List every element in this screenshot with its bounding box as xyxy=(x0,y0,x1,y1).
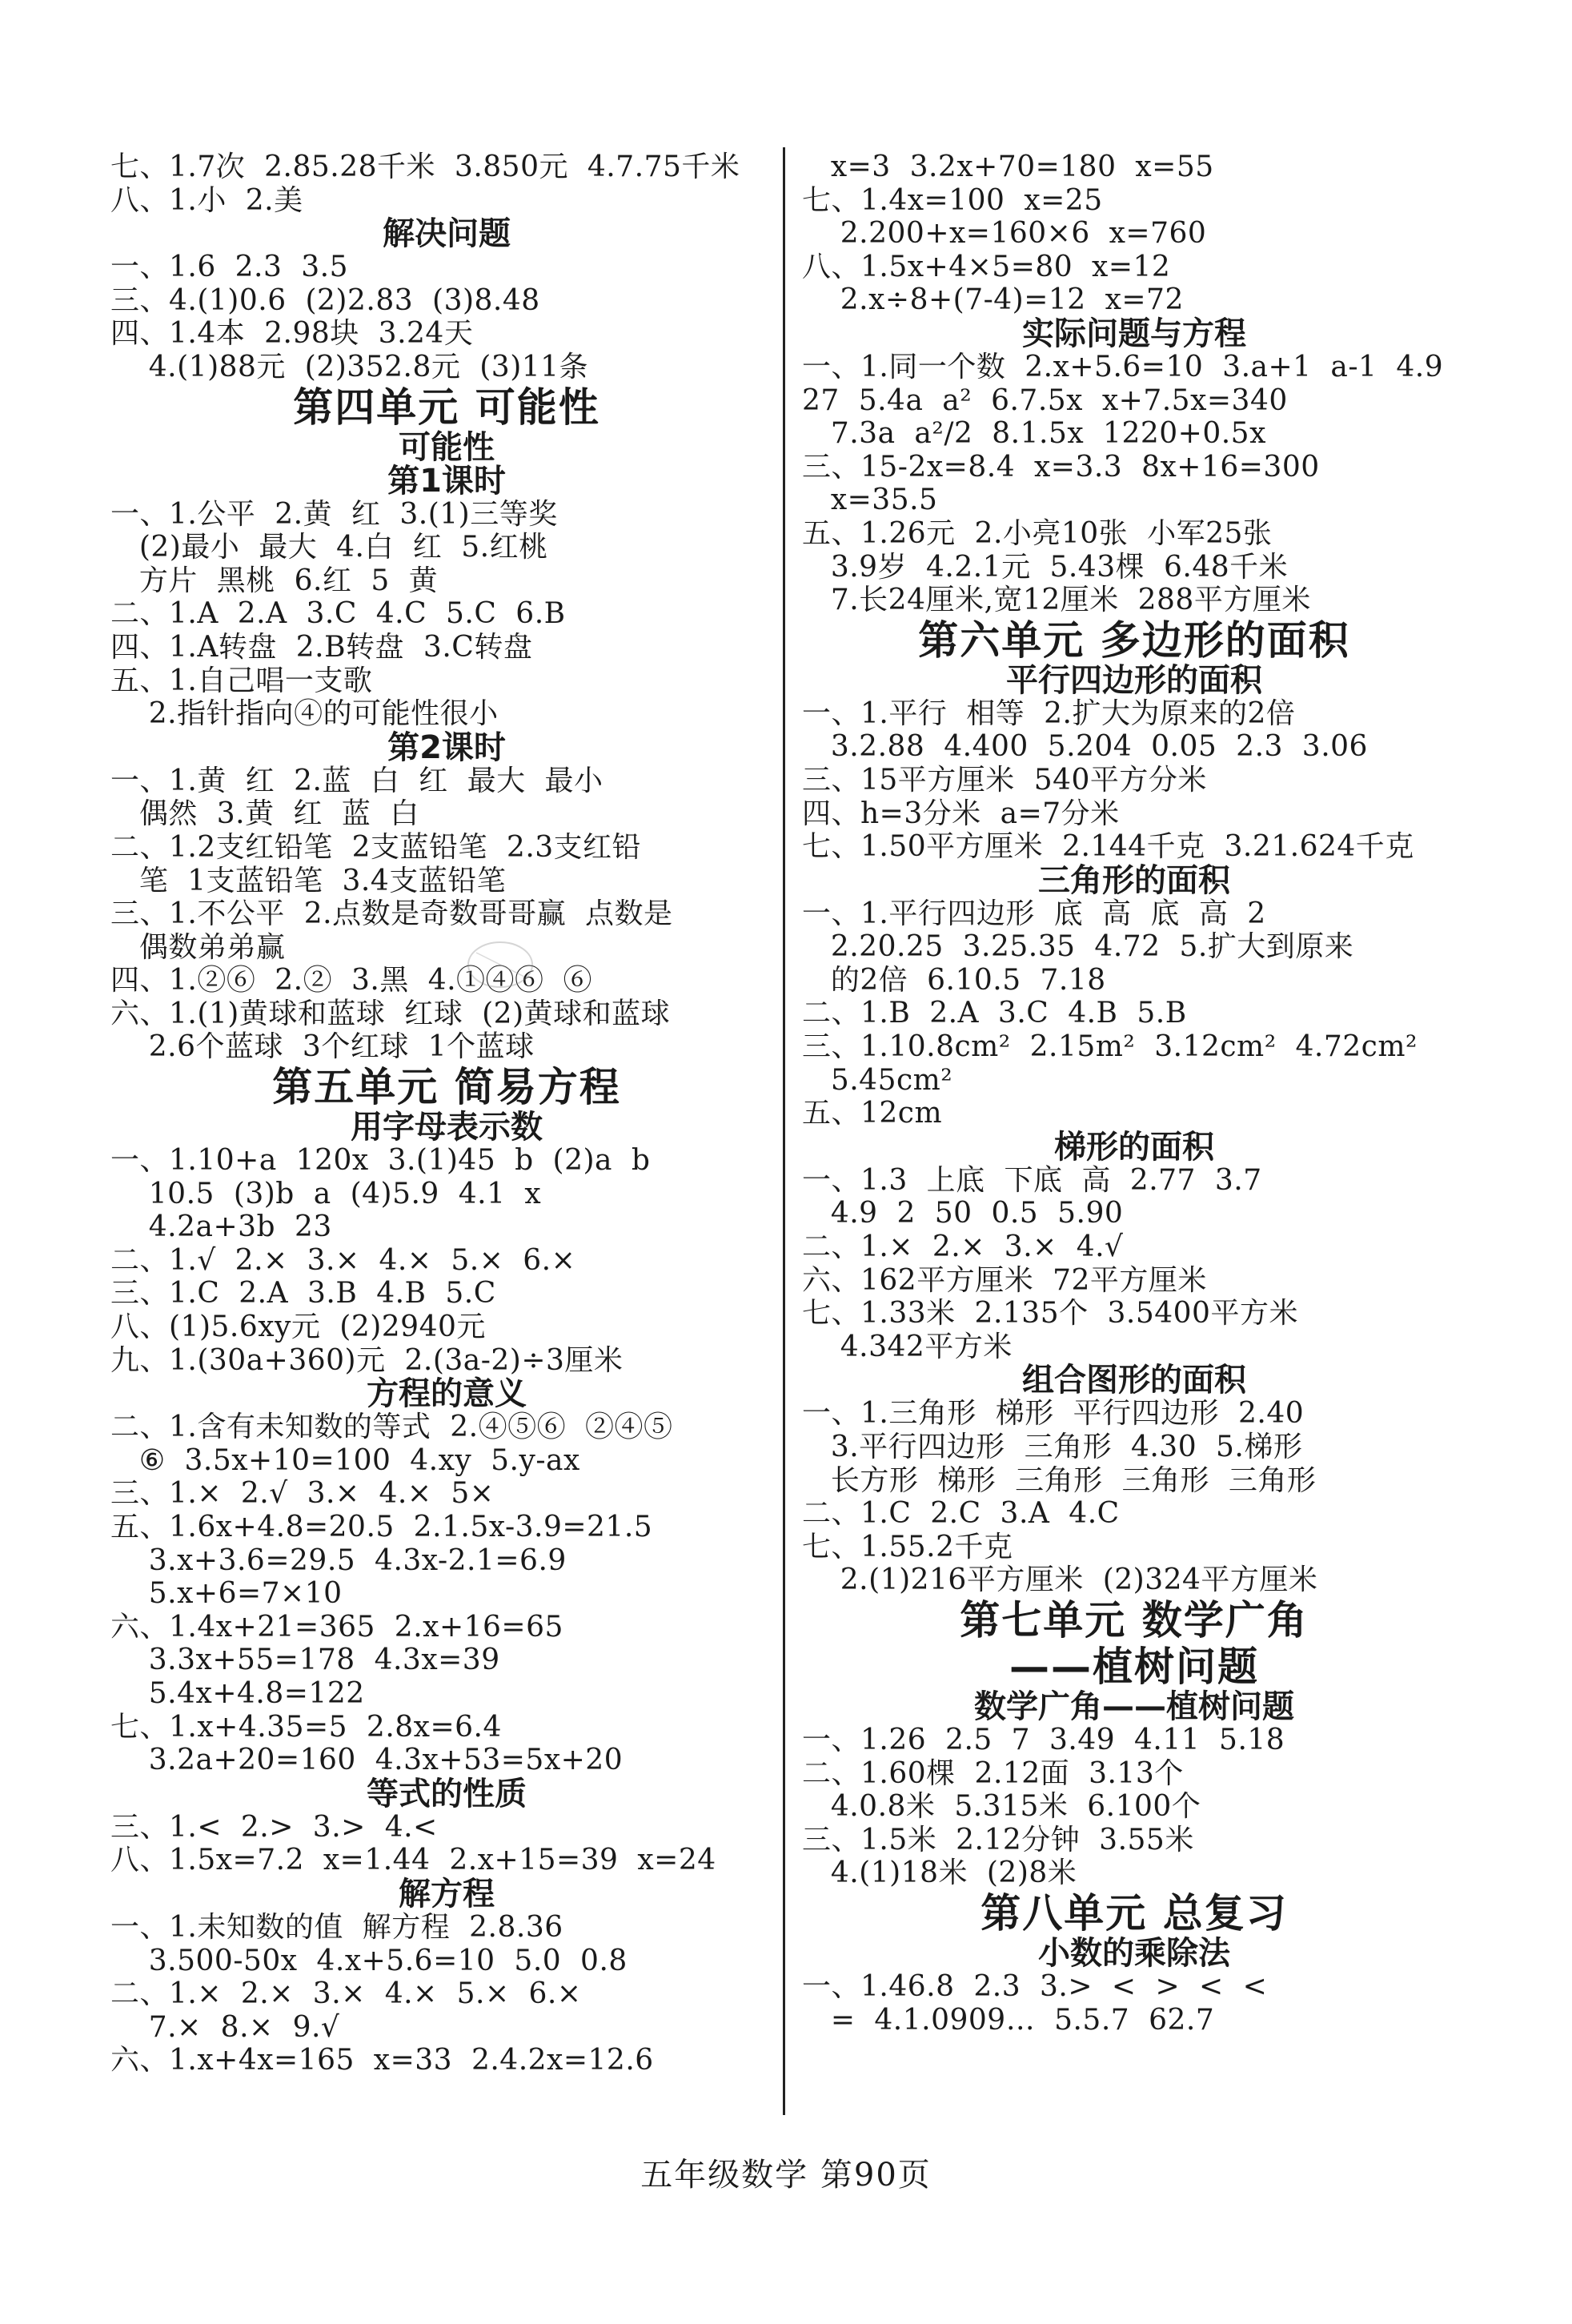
section-heading: 梯形的面积 xyxy=(1054,1128,1214,1166)
answer-line: 一、1.3 上底 下底 高 2.77 3.7 xyxy=(802,1163,1262,1197)
answer-line: 7.长24厘米,宽12厘米 288平方厘米 xyxy=(802,584,1311,617)
answer-line: 二、1.C 2.C 3.A 4.C xyxy=(802,1497,1120,1531)
answer-line: 一、1.平行 相等 2.扩大为原来的2倍 xyxy=(802,696,1296,730)
answer-line: 六、1.x+4x=165 x=33 2.4.2x=12.6 xyxy=(110,2044,654,2077)
answer-line: 3.x+3.6=29.5 4.3x-2.1=6.9 xyxy=(110,1543,567,1577)
answer-line: 3.2a+20=160 4.3x+53=5x+20 xyxy=(110,1744,624,1777)
answer-line: 八、1.小 2.美 xyxy=(110,183,303,217)
answer-line: 一、1.未知数的值 解方程 2.8.36 xyxy=(110,1910,563,1944)
answer-line: 笔 1支蓝铅笔 3.4支蓝铅笔 xyxy=(110,864,507,897)
unit-heading: 第六单元 多边形的面积 xyxy=(918,616,1350,664)
answer-line: 四、h=3分米 a=7分米 xyxy=(802,797,1120,830)
section-heading: 小数的乘除法 xyxy=(1038,1934,1230,1972)
answer-line: 一、1.10+a 120x 3.(1)45 b (2)a b xyxy=(110,1144,651,1178)
answer-line: 一、1.26 2.5 7 3.49 4.11 5.18 xyxy=(802,1723,1285,1756)
answer-line: 七、1.7次 2.85.28千米 3.850元 4.7.75千米 xyxy=(110,151,740,183)
right-column xyxy=(802,151,1466,2037)
answer-line: 一、1.6 2.3 3.5 xyxy=(110,251,349,284)
answer-line: 2.200+x=160×6 x=760 xyxy=(802,217,1207,251)
answer-line: 的2倍 6.10.5 7.18 xyxy=(802,963,1106,997)
answer-line: 偶然 3.黄 红 蓝 白 xyxy=(110,797,419,831)
answer-line: 4.(1)18米 (2)8米 xyxy=(802,1856,1077,1890)
answer-line: 方片 黑桃 6.红 5 黄 xyxy=(110,564,439,597)
answer-line: 7.3a a²/2 8.1.5x 1220+0.5x xyxy=(802,417,1266,451)
section-heading: 等式的性质 xyxy=(367,1775,527,1812)
answer-line: 八、(1)5.6xy元 (2)2940元 xyxy=(110,1311,486,1344)
answer-line: 二、1.√ 2.× 3.× 4.× 5.× 6.× xyxy=(110,1243,576,1277)
answer-line: 三、1.10.8cm² 2.15m² 3.12cm² 4.72cm² xyxy=(802,1030,1418,1064)
answer-line: 5.4x+4.8=122 xyxy=(110,1676,365,1710)
answer-line: 2.x÷8+(7-4)=12 x=72 xyxy=(802,283,1184,317)
answer-line: 二、1.2支红铅笔 2支蓝铅笔 2.3支红铅 xyxy=(110,830,642,864)
answer-line: ⑥ 3.5x+10=100 4.xy 5.y-ax xyxy=(110,1443,580,1477)
answer-line: 三、15平方厘米 540平方分米 xyxy=(802,763,1207,797)
answer-line: (2)最小 最大 4.白 红 5.红桃 xyxy=(110,531,548,564)
answer-line: 二、1.含有未知数的等式 2.④⑤⑥ ②④⑤ xyxy=(110,1411,673,1444)
answer-line: 七、1.33米 2.135个 3.5400平方米 xyxy=(802,1297,1298,1331)
answer-line: 一、1.平行四边形 底 高 底 高 2 xyxy=(802,897,1266,930)
answer-line: 三、1.5米 2.12分钟 3.55米 xyxy=(802,1823,1194,1856)
section-heading: 解决问题 xyxy=(383,215,511,253)
answer-line: = 4.1.0909… 5.5.7 62.7 xyxy=(802,2003,1215,2037)
answer-line: 一、1.黄 红 2.蓝 白 红 最大 最小 xyxy=(110,764,604,797)
answer-line: x=3 3.2x+70=180 x=55 xyxy=(802,151,1214,183)
answer-line: 一、1.46.8 2.3 3.> < > < < xyxy=(802,1969,1268,2003)
answer-line: 3.9岁 4.2.1元 5.43棵 6.48千米 xyxy=(802,550,1289,584)
watermark-stamp-icon xyxy=(464,937,536,993)
answer-line: 三、1.不公平 2.点数是奇数哥哥赢 点数是 xyxy=(110,897,673,931)
answer-line: 二、1.× 2.× 3.× 4.√ xyxy=(802,1230,1124,1264)
answer-line: 四、1.4本 2.98块 3.24天 xyxy=(110,317,474,351)
answer-line: 4.342平方米 xyxy=(802,1330,1013,1363)
answer-line: 二、1.× 2.× 3.× 4.× 5.× 6.× xyxy=(110,1977,582,2011)
section-heading: 平行四边形的面积 xyxy=(1006,661,1262,699)
section-heading: 第2课时 xyxy=(387,729,506,766)
answer-line: 四、1.②⑥ 2.② 3.黑 4.①④⑥ ⑥ xyxy=(110,964,592,997)
unit-heading: 第七单元 数学广角 xyxy=(960,1596,1309,1644)
section-heading: 三角形的面积 xyxy=(1038,861,1230,899)
answer-line: 七、1.x+4.35=5 2.8x=6.4 xyxy=(110,1710,502,1744)
section-heading: 可能性 xyxy=(399,428,495,466)
answer-line: 五、1.自己唱一支歌 xyxy=(110,664,373,697)
answer-line: 3.平行四边形 三角形 4.30 5.梯形 xyxy=(802,1431,1303,1463)
answer-line: 三、1.C 2.A 3.B 4.B 5.C xyxy=(110,1277,496,1311)
answer-line: 4.2a+3b 23 xyxy=(110,1210,332,1244)
unit-heading: 第四单元 可能性 xyxy=(293,383,600,431)
answer-line: 三、15-2x=8.4 x=3.3 8x+16=300 xyxy=(802,450,1320,484)
answer-line: 一、1.公平 2.黄 红 3.(1)三等奖 xyxy=(110,497,558,531)
answer-line: 七、1.50平方厘米 2.144千克 3.21.624千克 xyxy=(802,830,1414,864)
unit-heading: 第五单元 简易方程 xyxy=(272,1064,621,1111)
answer-line: 2.指针指向④的可能性很小 xyxy=(110,697,499,731)
answer-line: 五、1.26元 2.小亮10张 小军25张 xyxy=(802,516,1273,550)
answer-line: 3.2.88 4.400 5.204 0.05 2.3 3.06 xyxy=(802,730,1368,764)
answer-line: 7.× 8.× 9.√ xyxy=(110,2010,340,2044)
answer-line: 五、1.6x+4.8=20.5 2.1.5x-3.9=21.5 xyxy=(110,1511,653,1543)
answer-line: 七、1.55.2千克 xyxy=(802,1530,1013,1563)
left-column xyxy=(110,151,783,2077)
answer-line: 四、1.A转盘 2.B转盘 3.C转盘 xyxy=(110,630,533,664)
answer-line: x=35.5 xyxy=(802,484,938,517)
answer-line: 2.20.25 3.25.35 4.72 5.扩大到原来 xyxy=(802,930,1354,964)
answer-line: 二、1.A 2.A 3.C 4.C 5.C 6.B xyxy=(110,597,566,631)
answer-line: 3.500-50x 4.x+5.6=10 5.0 0.8 xyxy=(110,1944,628,1977)
answer-line: 三、4.(1)0.6 (2)2.83 (3)8.48 xyxy=(110,283,540,317)
answer-line: 六、1.(1)黄球和蓝球 红球 (2)黄球和蓝球 xyxy=(110,997,671,1030)
answer-line: 六、1.4x+21=365 2.x+16=65 xyxy=(110,1610,563,1644)
section-heading: 第1课时 xyxy=(387,462,506,500)
answer-line: 七、1.4x=100 x=25 xyxy=(802,183,1103,217)
section-heading: 方程的意义 xyxy=(367,1375,527,1413)
column-divider xyxy=(783,147,785,2115)
unit-heading: ——植树问题 xyxy=(1009,1643,1259,1690)
section-heading: 用字母表示数 xyxy=(351,1109,543,1146)
answer-line: 二、1.60棵 2.12面 3.13个 xyxy=(802,1756,1184,1790)
answer-line: 5.x+6=7×10 xyxy=(110,1577,343,1611)
section-heading: 组合图形的面积 xyxy=(1022,1362,1246,1399)
answer-line: 五、12cm xyxy=(802,1097,943,1130)
answer-line: 八、1.5x=7.2 x=1.44 2.x+15=39 x=24 xyxy=(110,1844,716,1877)
answer-line: 2.(1)216平方厘米 (2)324平方厘米 xyxy=(802,1563,1318,1597)
answer-line: 一、1.三角形 梯形 平行四边形 2.40 xyxy=(802,1397,1305,1431)
answer-line: 三、1.< 2.> 3.> 4.< xyxy=(110,1810,438,1844)
answer-line: 九、1.(30a+360)元 2.(3a-2)÷3厘米 xyxy=(110,1343,624,1377)
answer-line: 3.3x+55=178 4.3x=39 xyxy=(110,1644,500,1677)
answer-line: 二、1.B 2.A 3.C 4.B 5.B xyxy=(802,997,1187,1030)
unit-heading: 第八单元 总复习 xyxy=(980,1889,1288,1937)
answer-line: 4.9 2 50 0.5 5.90 xyxy=(802,1197,1124,1230)
answer-line: 10.5 (3)b a (4)5.9 4.1 x xyxy=(110,1177,542,1210)
answer-line: 偶数弟弟赢 xyxy=(110,930,286,964)
answer-line: 一、1.同一个数 2.x+5.6=10 3.a+1 a-1 4.9 xyxy=(802,350,1444,383)
answer-line: 八、1.5x+4×5=80 x=12 xyxy=(802,250,1171,283)
section-heading: 解方程 xyxy=(399,1875,495,1913)
answer-line: 2.6个蓝球 3个红球 1个蓝球 xyxy=(110,1030,535,1064)
answer-line: 4.0.8米 5.315米 6.100个 xyxy=(802,1790,1201,1824)
answer-line: 5.45cm² xyxy=(802,1063,953,1097)
answer-line: 三、1.× 2.√ 3.× 4.× 5× xyxy=(110,1477,495,1511)
answer-line: 27 5.4a a² 6.7.5x x+7.5x=340 xyxy=(802,383,1288,417)
answer-line: 长方形 梯形 三角形 三角形 三角形 xyxy=(802,1463,1317,1497)
section-heading: 实际问题与方程 xyxy=(1022,315,1246,352)
page-footer: 五年级数学 第90页 xyxy=(640,2157,932,2194)
answer-line: 4.(1)88元 (2)352.8元 (3)11条 xyxy=(110,350,589,383)
section-heading: 数学广角——植树问题 xyxy=(974,1688,1294,1725)
answer-line: 六、162平方厘米 72平方厘米 xyxy=(802,1263,1207,1297)
